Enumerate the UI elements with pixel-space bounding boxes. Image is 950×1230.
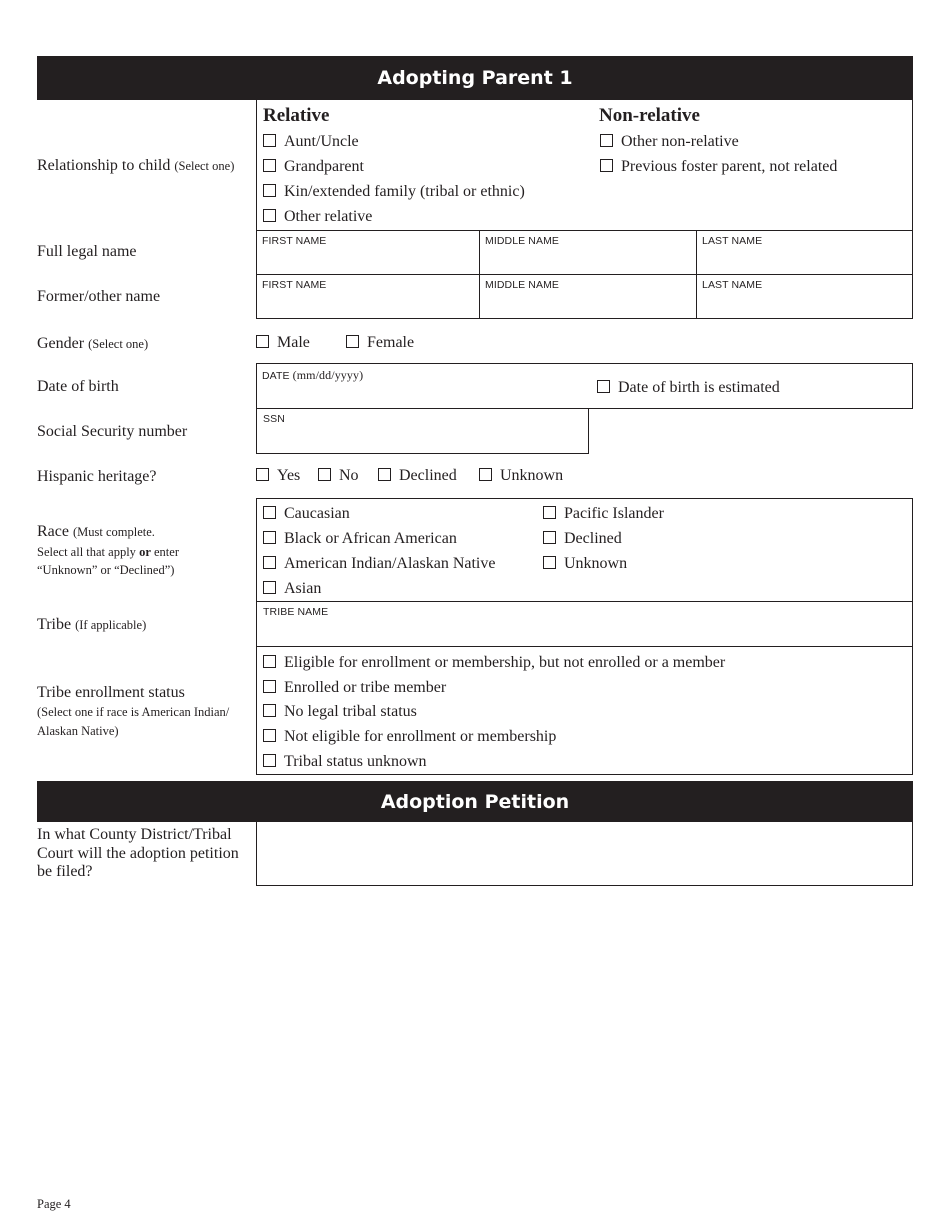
race-note-2: [37, 543, 179, 561]
option-label: Aunt/Uncle: [284, 133, 359, 150]
petition-court-field[interactable]: [256, 822, 913, 886]
race-note-1: (Must complete.: [72, 525, 155, 539]
field-caption: FIRST NAME: [262, 279, 327, 291]
option-other-nonrelative[interactable]: [600, 132, 739, 152]
race-option-asian[interactable]: [263, 579, 321, 599]
race-option-unknown[interactable]: [543, 554, 627, 574]
section-title: Adopting Parent 1: [377, 67, 573, 89]
former-name-label: Former/other name: [37, 288, 161, 305]
race-option-american-indian[interactable]: [263, 554, 495, 574]
race-label: [37, 522, 155, 541]
enrollment-option-no-legal-status[interactable]: [263, 702, 417, 722]
full-legal-middle-name-field[interactable]: [480, 231, 696, 274]
ssn-field[interactable]: [256, 408, 589, 454]
option-label: Caucasian: [284, 505, 350, 522]
petition-question-line: be filed?: [37, 863, 93, 880]
field-caption: MIDDLE NAME: [485, 235, 560, 247]
former-last-name-field[interactable]: [697, 275, 912, 318]
gender-option-female[interactable]: [346, 333, 414, 353]
option-label: Yes: [277, 467, 301, 484]
option-kin-extended-family[interactable]: [263, 182, 525, 202]
option-label: Male: [277, 334, 310, 351]
option-label: Female: [367, 334, 415, 351]
option-label: Kin/extended family (tribal or ethnic): [284, 183, 525, 200]
dob-caption: [262, 369, 363, 382]
page-number: Page 4: [37, 1197, 71, 1211]
enrollment-option-not-eligible[interactable]: [263, 727, 556, 747]
checkbox[interactable]: [378, 468, 391, 481]
tribe-enrollment-note-2: Alaskan Native): [37, 724, 119, 738]
option-label: Black or African American: [284, 530, 457, 547]
race-note-2c: enter: [154, 545, 179, 559]
checkbox[interactable]: [263, 556, 276, 569]
option-label: Enrolled or tribe member: [284, 679, 447, 696]
petition-question-line: Court will the adoption petition: [37, 844, 239, 862]
race-label-text: Race: [37, 523, 69, 540]
checkbox[interactable]: [263, 729, 276, 742]
section-title: Adoption Petition: [380, 790, 570, 813]
ssn-label: Social Security number: [37, 423, 188, 440]
tribe-enrollment-label: Tribe enrollment status: [37, 684, 185, 701]
gender-option-male[interactable]: [256, 333, 310, 353]
checkbox[interactable]: [263, 581, 276, 594]
field-caption: MIDDLE NAME: [485, 279, 560, 291]
checkbox[interactable]: [263, 655, 276, 668]
section-header-adopting-parent: [37, 56, 913, 100]
race-note-2b: or: [139, 545, 151, 559]
option-label: Unknown: [500, 467, 564, 484]
full-legal-last-name-field[interactable]: [697, 231, 912, 274]
race-option-caucasian[interactable]: [263, 504, 350, 524]
checkbox[interactable]: [543, 531, 556, 544]
option-label: Previous foster parent, not related: [621, 158, 838, 175]
checkbox[interactable]: [263, 159, 276, 172]
checkbox[interactable]: [263, 506, 276, 519]
checkbox[interactable]: [479, 468, 492, 481]
gender-label: [37, 334, 148, 354]
gender-label-text: Gender: [37, 335, 85, 352]
option-label: No legal tribal status: [284, 703, 417, 720]
dob-label: Date of birth: [37, 378, 119, 395]
dob-caption-format: (mm/dd/yyyy): [292, 368, 364, 382]
checkbox[interactable]: [600, 134, 613, 147]
option-other-relative[interactable]: [263, 207, 372, 227]
checkbox[interactable]: [256, 468, 269, 481]
option-label: Declined: [564, 530, 622, 547]
full-legal-name-label: Full legal name: [37, 243, 137, 260]
petition-question: [37, 826, 239, 882]
race-option-black[interactable]: [263, 529, 457, 549]
hispanic-option-yes[interactable]: [256, 466, 300, 486]
checkbox[interactable]: [263, 209, 276, 222]
race-note-3: “Unknown” or “Declined”): [37, 563, 175, 577]
option-label: Eligible for enrollment or membership, but not enrolled or a member: [284, 654, 726, 671]
hispanic-label: Hispanic heritage?: [37, 468, 157, 485]
checkbox[interactable]: [263, 704, 276, 717]
tribe-note: (If applicable): [75, 618, 147, 632]
hispanic-option-declined[interactable]: [378, 466, 457, 486]
option-label: Asian: [284, 580, 322, 597]
option-aunt-uncle[interactable]: [263, 132, 359, 152]
option-label: Declined: [399, 467, 457, 484]
tribe-label-text: Tribe: [37, 616, 72, 633]
former-middle-name-field[interactable]: [480, 275, 696, 318]
enrollment-option-eligible[interactable]: [263, 653, 725, 673]
relationship-label: [37, 156, 234, 176]
enrollment-option-unknown[interactable]: [263, 752, 427, 772]
dob-caption-prefix: DATE: [262, 370, 290, 382]
tribe-label: [37, 615, 146, 635]
option-label: Unknown: [564, 555, 628, 572]
section-header-adoption-petition: [37, 781, 913, 822]
field-caption: TRIBE NAME: [263, 606, 329, 618]
race-option-declined[interactable]: [543, 529, 622, 549]
option-label: Grandparent: [284, 158, 364, 175]
hispanic-option-unknown[interactable]: [479, 466, 563, 486]
tribe-enrollment-note-1: (Select one if race is American Indian/: [37, 705, 230, 719]
field-caption: LAST NAME: [702, 279, 763, 291]
checkbox[interactable]: [256, 335, 269, 348]
checkbox[interactable]: [346, 335, 359, 348]
option-label: Other non-relative: [621, 133, 739, 150]
option-label: Tribal status unknown: [284, 753, 427, 770]
checkbox[interactable]: [543, 556, 556, 569]
checkbox[interactable]: [263, 680, 276, 693]
checkbox[interactable]: [263, 531, 276, 544]
checkbox[interactable]: [543, 506, 556, 519]
enrollment-option-enrolled[interactable]: [263, 678, 446, 698]
option-label: Date of birth is estimated: [618, 379, 780, 396]
race-option-pacific-islander[interactable]: [543, 504, 664, 524]
field-caption: SSN: [263, 413, 285, 425]
field-caption: LAST NAME: [702, 235, 763, 247]
checkbox[interactable]: [318, 468, 331, 481]
option-grandparent[interactable]: [263, 157, 364, 177]
checkbox[interactable]: [263, 184, 276, 197]
dob-estimated-option[interactable]: [597, 378, 780, 398]
checkbox[interactable]: [600, 159, 613, 172]
checkbox[interactable]: [263, 134, 276, 147]
option-label: Not eligible for enrollment or membership: [284, 728, 557, 745]
option-previous-foster-parent[interactable]: [600, 157, 837, 177]
field-caption: FIRST NAME: [262, 235, 327, 247]
checkbox[interactable]: [263, 754, 276, 767]
option-label: Other relative: [284, 208, 373, 225]
gender-note: (Select one): [88, 337, 149, 351]
relative-heading: Relative: [263, 105, 330, 126]
hispanic-option-no[interactable]: [318, 466, 359, 486]
petition-question-line: In what County District/Tribal: [37, 826, 232, 843]
race-note-2a: Select all that apply: [37, 545, 136, 559]
nonrelative-heading: Non-relative: [599, 105, 700, 126]
relationship-label-text: Relationship to child: [37, 157, 171, 174]
option-label: Pacific Islander: [564, 505, 664, 522]
full-legal-first-name-field[interactable]: [257, 231, 479, 274]
relationship-note: (Select one): [174, 159, 235, 173]
tribe-name-field[interactable]: [256, 601, 913, 647]
option-label: American Indian/Alaskan Native: [284, 555, 496, 572]
checkbox[interactable]: [597, 380, 610, 393]
option-label: No: [339, 467, 359, 484]
former-first-name-field[interactable]: [257, 275, 479, 318]
